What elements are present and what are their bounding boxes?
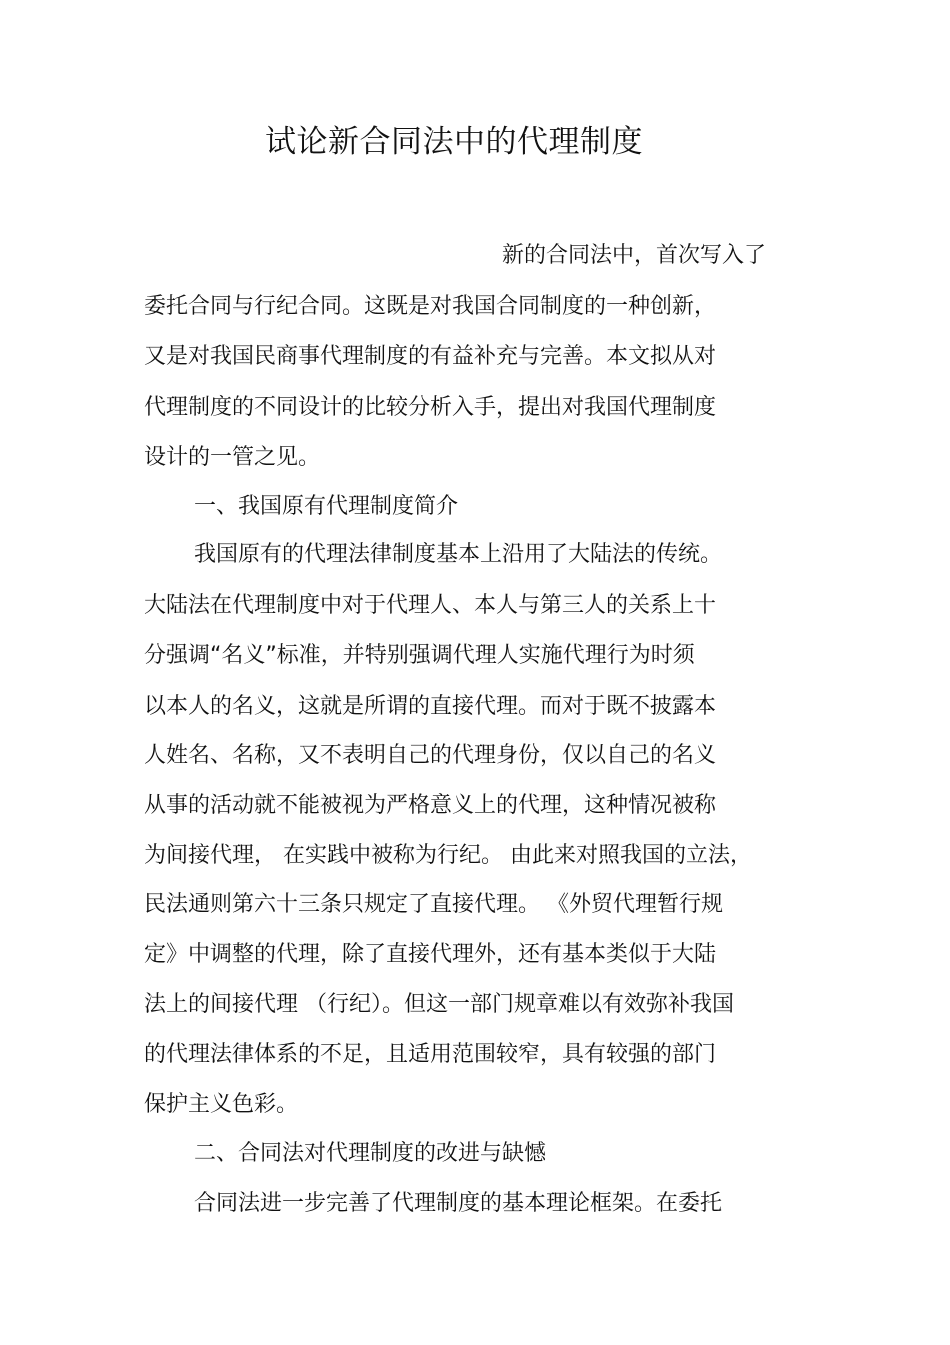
paragraph-line-4: 代理制度的不同设计的比较分析入手，提出对我国代理制度 [144, 395, 717, 420]
paragraph-line-1: 新的合同法中，首次写入了 [502, 243, 767, 268]
paragraph-line-7: 大陆法在代理制度中对于代理人、本人与第三人的关系上十 [144, 593, 717, 618]
section-heading-2: 二、合同法对代理制度的改进与缺憾 [194, 1141, 547, 1166]
paragraph-line-16: 的代理法律体系的不足，且适用范围较窄，具有较强的部门 [144, 1042, 717, 1067]
paragraph-line-8: 分强调“名义”标准，并特别强调代理人实施代理行为时须 [144, 643, 695, 668]
paragraph-line-17: 保护主义色彩。 [144, 1092, 299, 1117]
paragraph-line-12: 为间接代理， 在实践中被称为行纪。 由此来对照我国的立法， [144, 843, 752, 868]
paragraph-line-18: 合同法进一步完善了代理制度的基本理论框架。在委托 [194, 1191, 723, 1216]
paragraph-line-11: 从事的活动就不能被视为严格意义上的代理，这种情况被称 [144, 793, 717, 818]
paragraph-line-14: 定》中调整的代理，除了直接代理外，还有基本类似于大陆 [144, 942, 717, 967]
paragraph-line-2: 委托合同与行纪合同。这既是对我国合同制度的一种创新， [144, 294, 717, 319]
paragraph-line-9: 以本人的名义，这就是所谓的直接代理。而对于既不披露本 [144, 694, 717, 719]
paragraph-line-10: 人姓名、名称，又不表明自己的代理身份，仅以自己的名义 [144, 743, 717, 768]
paragraph-line-15: 法上的间接代理 （行纪）。但这一部门规章难以有效弥补我国 [144, 992, 734, 1017]
paragraph-line-6: 我国原有的代理法律制度基本上沿用了大陆法的传统。 [194, 542, 723, 567]
paragraph-line-5: 设计的一管之见。 [144, 445, 321, 470]
section-heading-1: 一、我国原有代理制度简介 [194, 494, 459, 519]
paragraph-line-13: 民法通则第六十三条只规定了直接代理。 《外贸代理暂行规 [144, 892, 723, 917]
paragraph-line-3: 又是对我国民商事代理制度的有益补充与完善。本文拟从对 [144, 344, 717, 369]
document-title: 试论新合同法中的代理制度 [265, 124, 643, 160]
